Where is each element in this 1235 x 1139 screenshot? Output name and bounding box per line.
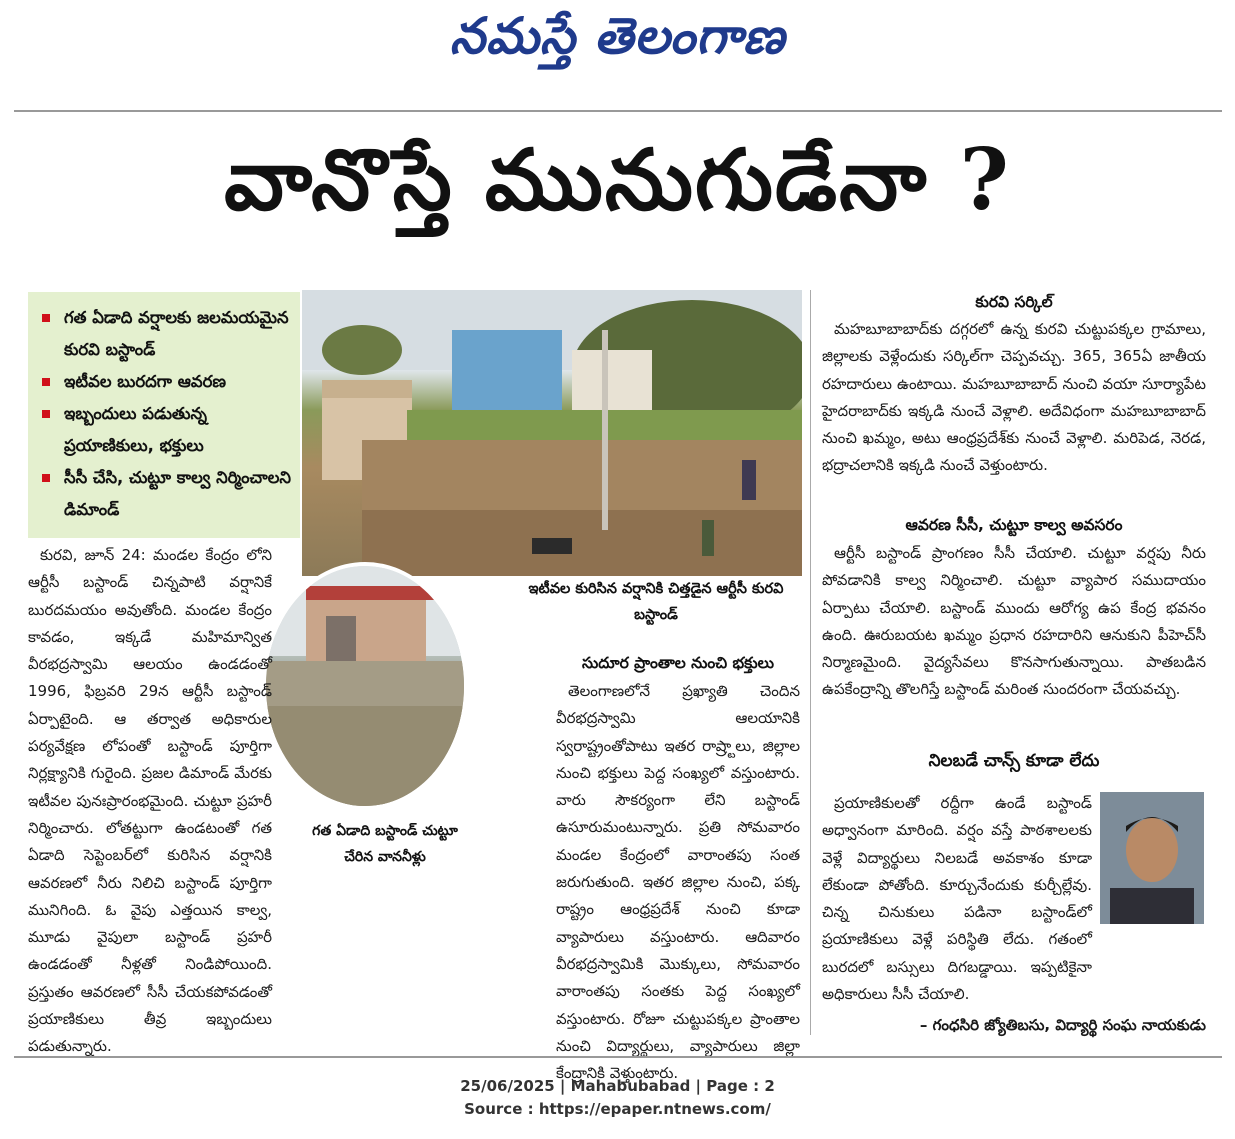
- highlights-box: [28, 292, 300, 538]
- bullet-marker: [42, 314, 50, 322]
- article-column-2: [556, 678, 800, 1087]
- column-3-subhead-quote: నిలబడే చాన్స్ కూడా లేదు: [928, 751, 1100, 771]
- column-3-subhead-cc: ఆవరణ సీసీ, చుట్టూ కాల్వ అవసరం: [905, 516, 1123, 534]
- highlight-text: ఇటీవల బురదగా ఆవరణ: [64, 372, 227, 391]
- highlight-item: [40, 302, 292, 366]
- inset-photo-caption: గత ఏడాది బస్టాండ్ చుట్టూ చేరిన వాననీళ్లు: [312, 823, 458, 865]
- bullet-marker: [42, 378, 50, 386]
- masthead-rule: [14, 110, 1222, 112]
- highlights-list: [28, 292, 300, 526]
- highlight-item: [40, 462, 292, 526]
- student-leader-drawing: [1100, 792, 1204, 924]
- article-paragraph: తెలంగాణలోనే ప్రఖ్యాతి చెందిన వీరభద్రస్వామి ఆలయానికి స్వరాష్ట్రంతోపాటు ఇతర రాష్ర్టాలు, జిల్లాల నుంచి భక్తులు పెద్ద సంఖ్యలో వస్తుంటారు. వారు సౌకర్యంగా లేని బస్టాండ్ ఉసూరుమంటున్నారు. ప్రతి సోమవారం మండల కేంద్రంలో వారాంతపు సంత జరుగుతుంది. ఇతర జిల్లాల నుంచి, పక్క రాష్ట్రం ఆంధ్రప్రదేశ్ నుంచి కూడా వ్యాపారులు వస్తుంటారు. ఆదివారం వీరభద్రస్వామికి మొక్కులు, సోమవారం వారాంతపు సంతకు పెద్ద సంఖ్యలో వస్తుంటారు. రోజూ చుట్టుపక్కల ప్రాంతాల నుంచి విద్యార్థులు, వ్యాపారులు జిల్లా కేంద్రానికి వెళ్తుంటారు.: [556, 682, 800, 1083]
- flooded-bus-stand-photo: [262, 562, 468, 810]
- column-3-subhead-circle: కురవి సర్కిల్: [975, 293, 1053, 311]
- footer-source: Source : https://epaper.ntnews.com/: [464, 1100, 771, 1118]
- highlight-text: గత ఏడాది వర్షాలకు జలమయమైన కురవి బస్టాండ్: [64, 308, 289, 359]
- article-paragraph: ఆర్టీసీ బస్టాండ్ ప్రాంగణం సీసీ చేయాలి. చుట్టూ వర్షపు నీరు పోవడానికి కాల్వ నిర్మించాలి. చుట్టూ వ్యాపార సముదాయం ఏర్పాటు చేయాలి. బస్టాండ్ ముందు ఆరోగ్య ఉప కేంద్ర భవనం ఉంది. ఊరుబయట ఖమ్మం ప్రధాన రహదారిని ఆనుకుని పీహెచ్‌సీ నిర్మాణమైంది. వైద్యసేవలు కొనసాగుతున్నాయి. పాతబడిన ఉపకేంద్రాన్ని తొలగిస్తే బస్టాండ్ మరింత సుందరంగా చేయవచ్చు.: [822, 544, 1206, 699]
- flooded-bus-stand-drawing: [266, 566, 464, 806]
- bus-stand-photo-drawing: [302, 290, 802, 576]
- headline: వానొస్తే మునుగుడేనా ?: [224, 130, 1011, 229]
- highlight-text: సీసీ చేసి, చుట్టూ కాల్వ నిర్మించాలని డిమాండ్: [64, 468, 291, 519]
- article-paragraph: మహబూబాబాద్‌కు దగ్గరలో ఉన్న కురవి చుట్టుపక్కల గ్రామాలు, జిల్లాలకు వెళ్లేందుకు సర్కిల్‌గా చెప్పవచ్చు. 365, 365ఏ జాతీయ రహదారులు ఉంటాయి. మహబూబాబాద్ నుంచి వయా సూర్యాపేట హైదరాబాద్‌కు ఇక్కడి నుంచే వెళ్లాలి. అదేవిధంగా మహబూబాబాద్ నుంచి ఖమ్మం, అటు ఆంధ్రప్రదేశ్‌కు నుంచే వెళ్లాలి. మరిపెడ, నెరడ, భద్రాచలానికి ఇక్కడి నుంచే వెళ్తుంటారు.: [822, 320, 1206, 475]
- article-column-3a: [822, 316, 1206, 480]
- masthead-logo: నమస్తే తెలంగాణ: [449, 6, 786, 65]
- highlight-item: [40, 366, 292, 398]
- quote-attribution: – గంధసిరి జ్యోతిబసు, విద్యార్థి సంఘ నాయకుడు: [919, 1016, 1206, 1034]
- column-2-subhead: సుదూర ప్రాంతాల నుంచి భక్తులు: [582, 654, 774, 672]
- bullet-marker: [42, 410, 50, 418]
- article-paragraph: కురవి, జూన్ 24: మండల కేంద్రం లోని ఆర్టీసీ బస్టాండ్ చిన్నపాటి వర్షానికే బురదమయం అవుతోంది. మండల కేంద్రం కావడం, ఇక్కడే మహిమాన్విత వీరభద్రస్వామి ఆలయం ఉండడంతో 1996, ఫిబ్రవరి 29న ఆర్టీసీ బస్టాండ్ ఏర్పాటైంది. ఆ తర్వాత అధికారుల పర్యవేక్షణ లోపంతో బస్టాండ్ పూర్తిగా నిర్లక్ష్యానికి గురైంది. ప్రజల డిమాండ్ మేరకు ఇటీవల పునఃప్రారంభమైంది. చుట్టూ ప్రహరీ నిర్మించారు. లోతట్టుగా ఉండటంతో గత ఏడాది సెప్టెంబర్‌లో కురిసిన వర్షానికి ఆవరణలో నీరు నిలిచి బస్టాండ్ పూర్తిగా మునిగింది. ఓ వైపు ఎత్తయిన కాల్వ, మూడు వైపులా బస్టాండ్ ప్రహరీ ఉండడంతో నీళ్లతో నిండిపోయింది. ప్రస్తుతం ఆవరణలో సీసీ చేయకపోవడంతో ప్రయాణికులు తీవ్ర ఇబ్బందులు పడుతున్నారు.: [28, 546, 272, 1056]
- article-column-3b: [822, 540, 1206, 704]
- quote-text-wrap: [822, 790, 1092, 1008]
- footer-rule: [14, 1056, 1222, 1058]
- bus-stand-photo: [302, 290, 802, 576]
- highlight-text: ఇబ్బందులు పడుతున్న ప్రయాణికులు, భక్తులు: [64, 404, 207, 455]
- highlight-item: [40, 398, 292, 462]
- quote-paragraph: ప్రయాణికులతో రద్దీగా ఉండే బస్టాండ్ అధ్వానంగా మారింది. వర్షం వస్తే పాఠశాలలకు వెళ్లే విద్యార్థులు నిలబడే అవకాశం కూడా లేకుండా పోతోంది. కూర్చునేందుకు కుర్చీల్లేవు. చిన్న చినుకులు పడినా బస్టాండ్‌లో ప్రయాణికులు వెళ్లే పరిస్థితి లేదు. గతంలో బురదలో బస్సులు దిగబడ్డాయి. ఇప్పటికైనా అధికారులు సీసీ చేయాలి.: [822, 794, 1092, 1004]
- main-photo-caption: ఇటీవల కురిసిన వర్షానికి చిత్తడైన ఆర్టీసీ కురవి బస్టాండ్: [528, 581, 784, 623]
- student-leader-photo: [1100, 792, 1204, 924]
- column-divider: [810, 290, 811, 1035]
- bullet-marker: [42, 474, 50, 482]
- article-column-1: [28, 542, 272, 1061]
- footer-date-edition: 25/06/2025 | Mahabubabad | Page : 2: [460, 1077, 775, 1095]
